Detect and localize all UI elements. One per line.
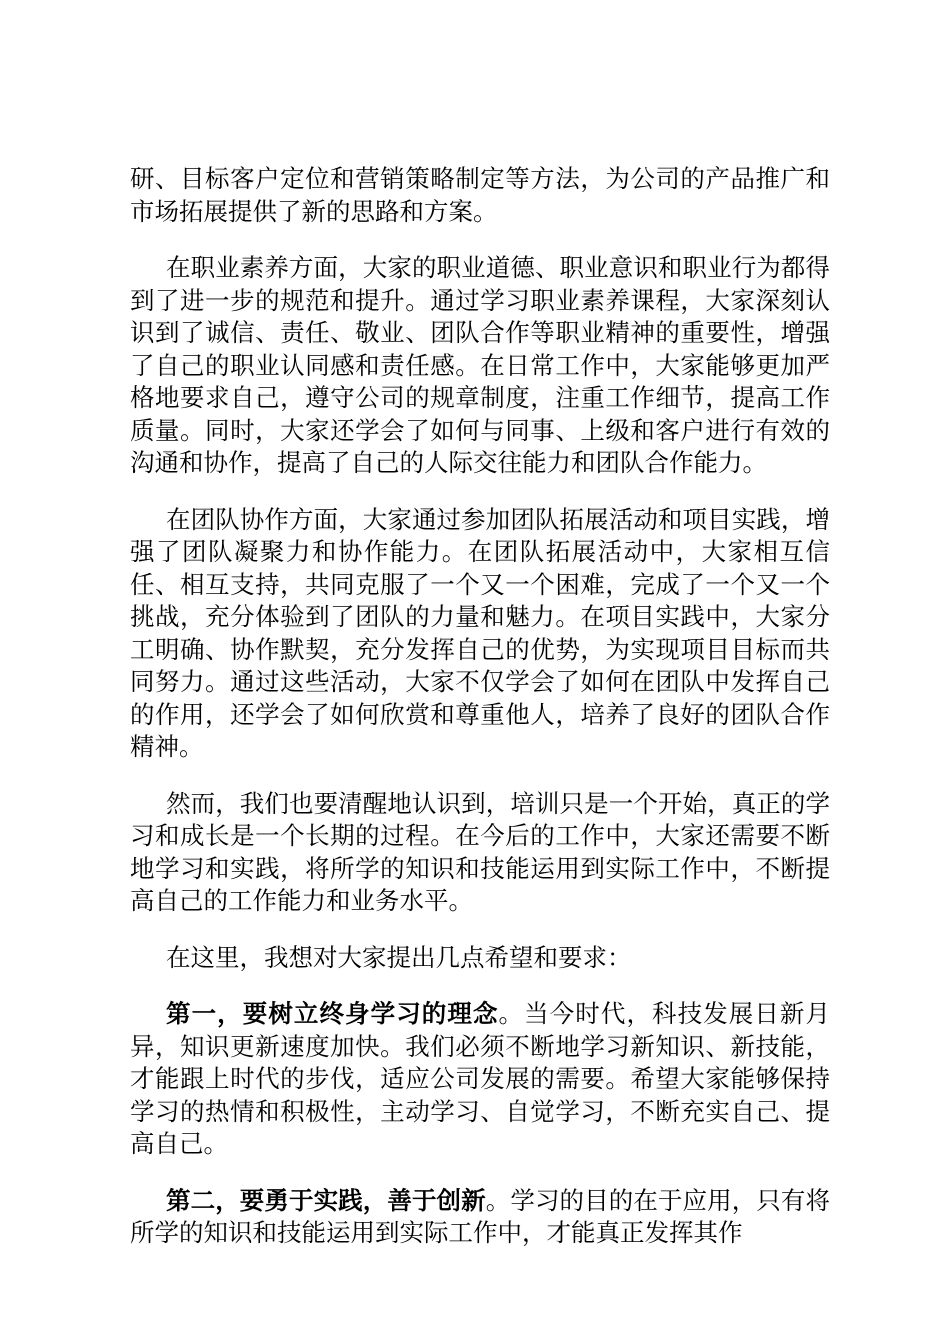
paragraph-text: 在职业素养方面，大家的职业道德、职业意识和职业行为都得到了进一步的规范和提升。通过学习职业素养课程，大家深刻认识到了诚信、责任、敬业、团队合作等职业精神的重要性，增强了自己的职业认同感和责任感。在日常工作中，大家能够更加严格地要求自己，遵守公司的规章制度，注重工作细节，提高工作质量。同时，大家还学会了如何与同事、上级和客户进行有效的沟通和协作，提高了自己的人际交往能力和团队合作能力。 [130,253,830,477]
paragraph-text: 研、目标客户定位和营销策略制定等方法，为公司的产品推广和市场拓展提供了新的思路和方案。 [130,164,830,226]
paragraph-text: 然而，我们也要清醒地认识到，培训只是一个开始，真正的学习和成长是一个长期的过程。在今后的工作中，大家还需要不断地学习和实践，将所学的知识和技能运用到实际工作中，不断提高自己的工作能力和业务水平。 [130,788,830,915]
paragraph-2 [130,252,830,480]
paragraph-text: 。学习的目的在于应用，只有将所学的知识和技能运用到实际工作中，才能真正发挥其作 [130,1185,830,1247]
paragraph-text: 在团队协作方面，大家通过参加团队拓展活动和项目实践，增强了团队凝聚力和协作能力。在团队拓展活动中，大家相互信任、相互支持，共同克服了一个又一个困难，完成了一个又一个挑战，充分体验到了团队的力量和魅力。在项目实践中，大家分工明确、协作默契，充分发挥自己的优势，为实现项目目标而共同努力。通过这些活动，大家不仅学会了如何在团队中发挥自己的作用，还学会了如何欣赏和尊重他人，培养了良好的团队合作精神。 [130,504,830,761]
paragraph-5 [130,942,830,975]
paragraph-3 [130,504,830,764]
paragraph-text: 在这里，我想对大家提出几点希望和要求： [166,942,632,972]
paragraph-1 [130,163,830,228]
paragraph-6 [130,998,830,1161]
paragraph-lead: 第二，要勇于实践，善于创新 [166,1185,486,1215]
paragraph-7 [130,1185,830,1250]
document-body [130,163,830,1274]
paragraph-lead: 第一，要树立终身学习的理念 [166,999,499,1028]
paragraph-4 [130,788,830,918]
paragraph-text: 。当今时代，科技发展日新月异，知识更新速度加快。我们必须不断地学习新知识、新技能，才能跟上时代的步伐，适应公司发展的需要。希望大家能够保持学习的热情和积极性，主动学习、自觉学习，不断充实自己、提高自己。 [130,999,831,1158]
